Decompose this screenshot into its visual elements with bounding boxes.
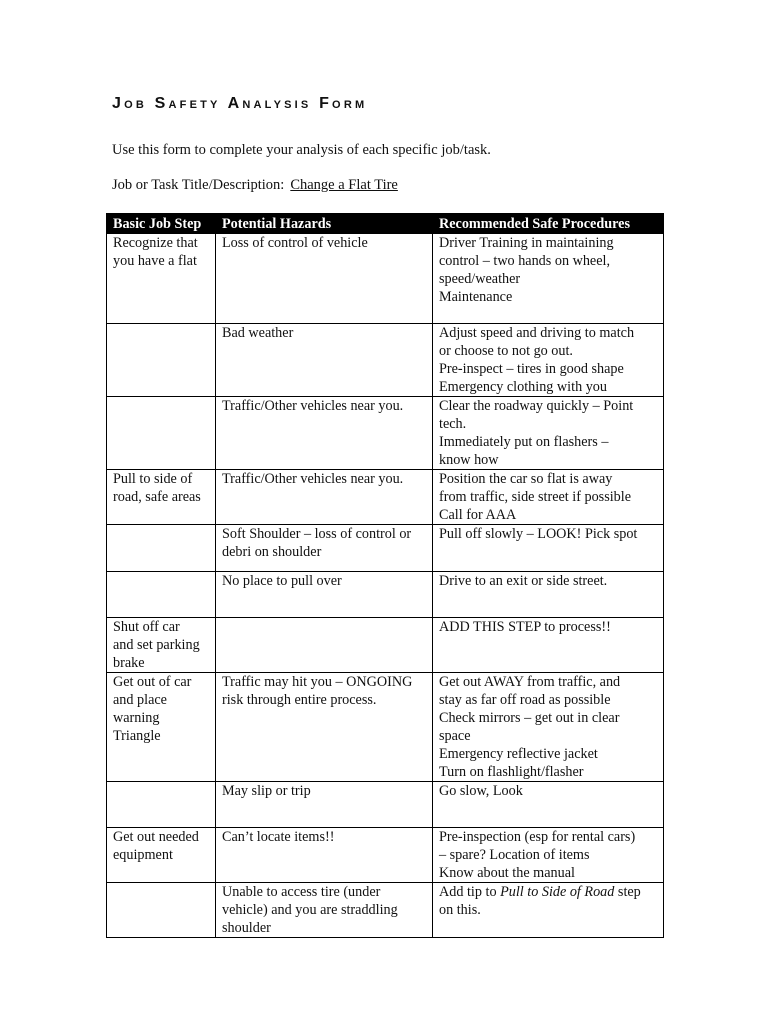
- column-header-recommended-safe-procedures: Recommended Safe Procedures: [433, 214, 664, 234]
- task-title-value: Change a Flat Tire: [290, 177, 398, 193]
- table-row: [107, 828, 664, 883]
- text-line: Recognize that: [113, 235, 198, 251]
- text-line: equipment: [113, 847, 173, 863]
- page-title: Job Safety Analysis Form: [112, 95, 368, 112]
- text-line: Immediately put on flashers –: [439, 434, 609, 450]
- cell-hazard: [216, 525, 433, 572]
- text-line: [439, 883, 658, 901]
- column-header-potential-hazards: Potential Hazards: [216, 214, 433, 234]
- text-line: No place to pull over: [222, 573, 342, 589]
- text-line: Position the car so flat is away: [439, 471, 613, 487]
- text-line: Shut off car: [113, 619, 180, 635]
- text-line: Get out AWAY from traffic, and: [439, 674, 621, 690]
- table-header-row: [107, 214, 664, 234]
- cell-procedure: [433, 618, 664, 673]
- cell-hazard: [216, 618, 433, 673]
- cell-job-step: [107, 572, 216, 618]
- cell-procedure: [433, 397, 664, 470]
- text-line: Pull off slowly – LOOK! Pick spot: [439, 526, 638, 542]
- text-line: Traffic/Other vehicles near you.: [222, 398, 404, 414]
- cell-procedure: [433, 673, 664, 782]
- text-line: shoulder: [222, 920, 271, 936]
- text-line: – spare? Location of items: [439, 847, 590, 863]
- text-line: Traffic/Other vehicles near you.: [222, 471, 404, 487]
- text-line: you have a flat: [113, 253, 197, 269]
- text-line: Clear the roadway quickly – Point: [439, 398, 634, 414]
- cell-job-step: [107, 234, 216, 324]
- text-line: Go slow, Look: [439, 783, 523, 799]
- text-line: Call for AAA: [439, 507, 517, 523]
- cell-job-step: [107, 673, 216, 782]
- cell-procedure: [433, 470, 664, 525]
- text-line: May slip or trip: [222, 783, 311, 799]
- text-line: debri on shoulder: [222, 544, 322, 560]
- text-line: tech.: [439, 416, 467, 432]
- text-line: risk through entire process.: [222, 692, 377, 708]
- text-line: Bad weather: [222, 325, 294, 341]
- table-row: [107, 618, 664, 673]
- cell-hazard: [216, 397, 433, 470]
- text-line: Triangle: [113, 728, 161, 744]
- task-title-line: [112, 177, 398, 194]
- intro-text: Use this form to complete your analysis of each specific job/task.: [112, 142, 491, 158]
- procedure-step-reference: Pull to Side of Road: [500, 884, 615, 900]
- text-line: Drive to an exit or side street.: [439, 573, 608, 589]
- table-row: [107, 673, 664, 782]
- text-line: ADD THIS STEP to process!!: [439, 619, 611, 635]
- cell-job-step: [107, 782, 216, 828]
- cell-procedure: [433, 883, 664, 938]
- text-line: vehicle) and you are straddling: [222, 902, 398, 918]
- task-title-label: Job or Task Title/Description:: [112, 177, 285, 193]
- text-line: speed/weather: [439, 271, 521, 287]
- text-line: and place: [113, 692, 167, 708]
- text-line: Maintenance: [439, 289, 513, 305]
- table-row: [107, 397, 664, 470]
- column-header-basic-job-step: Basic Job Step: [107, 214, 216, 234]
- cell-procedure: [433, 525, 664, 572]
- cell-hazard: [216, 883, 433, 938]
- cell-job-step: [107, 470, 216, 525]
- text-line: Unable to access tire (under: [222, 884, 381, 900]
- text-line: and set parking: [113, 637, 200, 653]
- text-line: Know about the manual: [439, 865, 575, 881]
- text-line: on this.: [439, 902, 481, 918]
- text-line: Pre-inspect – tires in good shape: [439, 361, 624, 377]
- text-line: Loss of control of vehicle: [222, 235, 368, 251]
- cell-job-step: [107, 618, 216, 673]
- procedure-text: Add tip to: [439, 884, 501, 900]
- text-line: Adjust speed and driving to match: [439, 325, 635, 341]
- text-line: stay as far off road as possible: [439, 692, 611, 708]
- text-line: or choose to not go out.: [439, 343, 573, 359]
- cell-procedure: [433, 572, 664, 618]
- text-line: road, safe areas: [113, 489, 201, 505]
- cell-hazard: [216, 828, 433, 883]
- text-line: Pre-inspection (esp for rental cars): [439, 829, 636, 845]
- cell-hazard: [216, 572, 433, 618]
- cell-procedure: [433, 324, 664, 397]
- text-line: Turn on flashlight/flasher: [439, 764, 584, 780]
- cell-procedure: [433, 828, 664, 883]
- table-row: [107, 525, 664, 572]
- table-row: [107, 324, 664, 397]
- table-row: [107, 883, 664, 938]
- cell-hazard: [216, 782, 433, 828]
- text-line: Emergency reflective jacket: [439, 746, 598, 762]
- cell-procedure: [433, 234, 664, 324]
- text-line: control – two hands on wheel,: [439, 253, 611, 269]
- table-row: [107, 234, 664, 324]
- cell-hazard: [216, 673, 433, 782]
- text-line: Get out needed: [113, 829, 199, 845]
- procedure-text: step: [614, 884, 641, 900]
- cell-job-step: [107, 883, 216, 938]
- text-line: warning: [113, 710, 160, 726]
- text-line: know how: [439, 452, 499, 468]
- text-line: Traffic may hit you – ONGOING: [222, 674, 413, 690]
- cell-procedure: [433, 782, 664, 828]
- text-line: Get out of car: [113, 674, 192, 690]
- job-safety-analysis-table: [106, 213, 664, 938]
- text-line: Check mirrors – get out in clear: [439, 710, 620, 726]
- cell-job-step: [107, 525, 216, 572]
- cell-job-step: [107, 828, 216, 883]
- text-line: Driver Training in maintaining: [439, 235, 614, 251]
- cell-job-step: [107, 397, 216, 470]
- table-row: [107, 470, 664, 525]
- text-line: space: [439, 728, 471, 744]
- text-line: brake: [113, 655, 145, 671]
- text-line: from traffic, side street if possible: [439, 489, 632, 505]
- text-line: Emergency clothing with you: [439, 379, 607, 395]
- cell-hazard: [216, 234, 433, 324]
- table-row: [107, 572, 664, 618]
- table-row: [107, 782, 664, 828]
- cell-hazard: [216, 470, 433, 525]
- cell-hazard: [216, 324, 433, 397]
- text-line: Soft Shoulder – loss of control or: [222, 526, 412, 542]
- text-line: Can’t locate items!!: [222, 829, 335, 845]
- cell-job-step: [107, 324, 216, 397]
- text-line: Pull to side of: [113, 471, 193, 487]
